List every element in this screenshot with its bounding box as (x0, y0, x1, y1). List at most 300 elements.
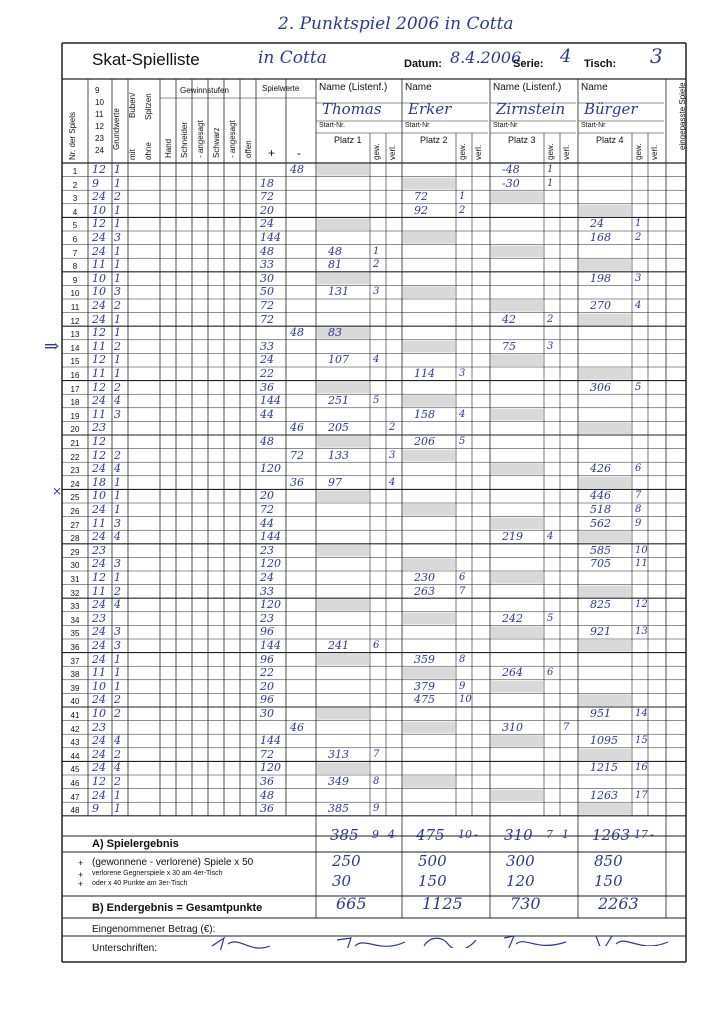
player-score: 446 (590, 489, 611, 503)
player-score: 168 (590, 231, 611, 244)
row-number: 6 (72, 235, 78, 244)
dealer-shade (579, 586, 631, 598)
player-score: 97 (328, 475, 342, 489)
player-score: 242 (502, 611, 523, 625)
grundwert-value: 24 (92, 244, 106, 258)
gew-count: 8 (373, 776, 380, 787)
spielwert-plus: 36 (260, 380, 274, 394)
grundwert-number: 9 (95, 86, 100, 95)
grundwert-value: 23 (92, 720, 106, 734)
gew-count: 6 (635, 463, 642, 475)
verl-count: 7 (563, 721, 570, 733)
dealer-shade (579, 694, 631, 706)
dealer-shade (491, 191, 543, 203)
row-number: 45 (70, 765, 80, 775)
buben-value: 3 (114, 516, 121, 530)
plus-sign-2: + (78, 870, 84, 880)
gew-count: 1 (373, 245, 380, 257)
row-number: 27 (70, 520, 80, 530)
spielwert-plus: 96 (260, 625, 274, 639)
grundwert-value: 10 (92, 489, 106, 503)
grundwert-value: 12 (92, 217, 106, 231)
player-score: 206 (414, 435, 435, 448)
row-number: 35 (70, 629, 80, 639)
row-number: 16 (70, 371, 80, 380)
row-number: 17 (70, 384, 80, 394)
player-score: 198 (590, 271, 611, 285)
buben-value: 1 (114, 326, 121, 340)
row-number: 41 (70, 711, 80, 720)
dealer-shade (491, 572, 543, 584)
player-score: 359 (414, 652, 435, 666)
buben-value: 2 (114, 584, 121, 598)
dealer-shade (579, 368, 631, 380)
signature-1 (210, 934, 280, 950)
spielergebnis-gew: 7 (546, 828, 553, 841)
grundwert-value: 24 (92, 761, 106, 775)
grundwert-value: 12 (92, 571, 106, 584)
gew-count: 2 (459, 204, 466, 216)
spielwert-plus: 96 (260, 693, 274, 707)
arrow-mark: ⇒ (44, 336, 60, 357)
player-score: 158 (414, 407, 435, 421)
unterschriften-label: Unterschriften: (92, 943, 158, 954)
spielwert-minus: 46 (290, 421, 304, 435)
spielwert-plus: 72 (260, 312, 274, 326)
spielwert-plus: 72 (260, 299, 274, 312)
nr-label: Nr. der Spiels (68, 111, 77, 160)
endergebnis-value: 665 (336, 894, 367, 913)
x50-value: 300 (506, 852, 535, 870)
spielwerte-label: Spielwerte (262, 84, 300, 93)
platz-label: Platz 4 (596, 135, 624, 145)
spielwert-minus: 36 (290, 475, 304, 489)
dealer-shade (491, 626, 543, 638)
player-score: 426 (590, 462, 611, 476)
grundwert-value: 10 (92, 707, 106, 720)
dealer-shade (579, 259, 631, 271)
row-number: 12 (70, 316, 80, 326)
dealer-shade (579, 803, 631, 815)
grundwerte-label: Grundwerte (112, 108, 121, 150)
dealer-shade (317, 599, 369, 611)
gew-count: 13 (635, 626, 648, 638)
spielwert-plus: 48 (260, 435, 274, 448)
gew-count: 7 (459, 585, 466, 597)
spielwert-plus: 120 (260, 761, 281, 775)
gew-count: 5 (635, 381, 642, 393)
line-x50: (gewonnene - verlorene) Spiele x 50 (92, 857, 254, 868)
dealer-shade (403, 232, 455, 244)
endergebnis-value: 2263 (598, 894, 639, 913)
spielergebnis-verl: 1 (562, 828, 569, 841)
gew-count: 3 (635, 272, 642, 284)
buben-value: 1 (114, 203, 121, 217)
spielergebnis-gew: 9 (372, 828, 379, 841)
row-number: 8 (72, 262, 78, 272)
player-score: 81 (328, 258, 342, 272)
line-x40: oder x 40 Punkte am 3er-Tisch (92, 880, 188, 887)
player-score: 24 (590, 217, 604, 231)
buben-value: 4 (114, 734, 121, 748)
dealer-shade (579, 205, 631, 217)
buben-value: 1 (114, 652, 121, 666)
player-score: 1095 (590, 734, 618, 748)
line-x30: verlorene Gegnerspiele x 30 am 4er-Tisch (92, 870, 223, 877)
dealer-shade (403, 613, 455, 625)
verl-count: 3 (389, 449, 396, 461)
spielwert-plus: 30 (260, 707, 274, 720)
grundwert-number: 23 (95, 134, 104, 143)
spielwert-plus: 96 (260, 652, 274, 666)
player-score: 48 (328, 244, 342, 258)
spielergebnis-verl: - (474, 828, 478, 841)
spielwert-plus: 144 (260, 530, 281, 544)
dealer-shade (579, 477, 631, 489)
grundwert-value: 23 (92, 543, 106, 557)
row-number: 4 (72, 207, 78, 217)
gew-label: gew. (634, 143, 643, 160)
row-number: 28 (70, 534, 80, 544)
gew-count: 3 (459, 368, 466, 379)
player-score: 1263 (590, 788, 618, 802)
player-score: 951 (590, 707, 611, 720)
grundwert-value: 12 (92, 448, 106, 462)
x30-value: 120 (506, 872, 535, 890)
player-score: 562 (590, 516, 611, 530)
grundwert-value: 24 (92, 299, 106, 312)
gew-count: 2 (547, 313, 554, 325)
dealer-shade (403, 776, 455, 788)
buben-value: 1 (114, 271, 121, 285)
platz-label: Platz 1 (334, 135, 362, 145)
dealer-shade (403, 341, 455, 353)
grundwert-value: 12 (92, 775, 106, 788)
gew-count: 17 (635, 789, 648, 801)
gew-count: 5 (373, 395, 380, 407)
spielwert-plus: 144 (260, 639, 281, 652)
row-number: 9 (72, 275, 78, 285)
dealer-shade (317, 164, 369, 176)
row-number: 34 (70, 615, 80, 625)
dealer-shade (491, 463, 543, 475)
spielergebnis-label: A) Spielergebnis (92, 838, 179, 850)
buben-value: 1 (114, 475, 121, 489)
gewinnstufe-label: - angesagt (228, 120, 237, 158)
grundwert-value: 12 (92, 326, 106, 340)
spielergebnis-score: 310 (504, 826, 533, 844)
buben-value: 1 (114, 788, 121, 802)
grundwert-value: 24 (92, 625, 106, 639)
spielwert-minus: 48 (290, 163, 304, 176)
grundwert-value: 11 (92, 584, 106, 598)
dealer-shade (491, 790, 543, 802)
player-score: 306 (590, 380, 611, 394)
dealer-shade (403, 667, 455, 679)
verl-count: 2 (389, 422, 396, 434)
spielwert-plus: 36 (260, 775, 274, 788)
signature-2 (335, 932, 410, 948)
startnr-label: Start-Nr (405, 122, 430, 129)
player-score: 349 (328, 775, 349, 788)
row-number: 24 (70, 479, 80, 489)
player-name: Bürger (584, 100, 638, 118)
grundwert-value: 23 (92, 421, 106, 435)
name-label: Name (Listenf.) (319, 82, 388, 93)
dealer-shade (317, 382, 369, 394)
grundwert-value: 24 (92, 312, 106, 326)
buben-value: 1 (114, 367, 121, 380)
player-score: 705 (590, 557, 611, 571)
gew-count: 5 (459, 436, 466, 447)
buben-value: 2 (114, 380, 121, 394)
platz-label: Platz 2 (420, 135, 448, 145)
dealer-shade (491, 246, 543, 258)
buben-value: 1 (114, 163, 121, 176)
spielwert-plus: 144 (260, 231, 281, 244)
dealer-shade (491, 300, 543, 312)
buben-value: 1 (114, 353, 121, 367)
player-score: 270 (590, 299, 611, 312)
location-value: in Cotta (258, 48, 327, 68)
grundwert-value: 24 (92, 190, 106, 204)
verl-label: verl. (388, 144, 397, 160)
dealer-shade (403, 178, 455, 190)
signature-3 (420, 932, 480, 948)
spielergebnis-verl: 4 (388, 828, 395, 841)
spielergebnis-score: 1263 (592, 826, 631, 844)
buben-value: 3 (114, 231, 121, 244)
buben-value: 1 (114, 571, 121, 584)
serie-value: 4 (560, 46, 572, 67)
row-number: 14 (70, 343, 80, 353)
player-score: 379 (414, 679, 435, 693)
grundwert-value: 10 (92, 271, 106, 285)
verl-label: verl. (474, 144, 483, 160)
endergebnis-value: 1125 (422, 894, 463, 913)
spielergebnis-score: 385 (330, 826, 359, 844)
buben-value: 4 (114, 530, 121, 544)
ohne-label: ohne (144, 142, 153, 160)
row-number: 42 (70, 724, 80, 734)
row-number: 5 (72, 221, 78, 231)
row-number: 39 (70, 683, 80, 693)
row-number: 20 (70, 425, 80, 435)
grundwert-value: 24 (92, 693, 106, 707)
player-score: 42 (502, 312, 516, 326)
gew-count: 3 (373, 286, 380, 298)
grundwert-value: 24 (92, 557, 106, 571)
gew-count: 9 (635, 517, 642, 529)
spielergebnis-gew: 17 (634, 828, 648, 841)
player-score: 219 (502, 530, 523, 544)
dealer-shade (317, 327, 369, 339)
player-score: 251 (328, 394, 349, 408)
gew-count: 1 (459, 191, 466, 203)
x50-value: 250 (332, 852, 361, 870)
dealer-shade (491, 681, 543, 693)
gew-count: 9 (373, 803, 380, 815)
buben-value: 2 (114, 747, 121, 761)
plus-header: + (268, 146, 276, 160)
gew-count: 5 (547, 612, 554, 624)
name-label: Name (Listenf.) (493, 82, 562, 93)
startnr-label: Start-Nr (581, 122, 606, 129)
eingepasste-label: eingepasste Spiele (678, 82, 687, 150)
buben-value: 1 (114, 312, 121, 326)
buben-value: 3 (114, 625, 121, 639)
gew-count: 7 (373, 748, 380, 760)
spielwert-plus: 22 (260, 666, 274, 680)
spielwert-plus: 24 (260, 353, 274, 367)
player-score: 241 (328, 639, 349, 652)
gew-count: 4 (547, 531, 554, 543)
gew-count: 6 (459, 572, 466, 583)
grundwert-value: 12 (92, 435, 106, 448)
row-number: 47 (70, 792, 80, 802)
spielwert-plus: 33 (260, 339, 274, 353)
dealer-shade (317, 436, 369, 448)
buben-value: 3 (114, 407, 121, 421)
buben-value: 2 (114, 190, 121, 204)
grundwert-value: 10 (92, 679, 106, 693)
row-number: 36 (70, 643, 80, 652)
endergebnis-value: 730 (510, 894, 541, 913)
player-score: 75 (502, 339, 516, 353)
signature-5 (592, 930, 672, 946)
buben-value: 4 (114, 394, 121, 408)
spielwert-plus: 18 (260, 176, 274, 190)
gew-count: 14 (635, 708, 648, 719)
buben-value: 4 (114, 761, 121, 775)
spielwert-plus: 33 (260, 584, 274, 598)
gew-count: 10 (459, 694, 472, 706)
gew-count: 1 (635, 218, 642, 230)
spielwert-plus: 33 (260, 258, 274, 272)
gew-count: 12 (635, 599, 648, 611)
buben-value: 2 (114, 707, 121, 720)
startnr-label: Start-Nr (493, 122, 518, 129)
row-number: 13 (70, 330, 80, 340)
player-score: 264 (502, 666, 523, 680)
player-score: 475 (414, 693, 435, 707)
player-score: 107 (328, 353, 349, 367)
row-number: 22 (70, 452, 80, 462)
player-score: 585 (590, 543, 611, 557)
buben-value: 3 (114, 557, 121, 571)
dealer-shade (317, 273, 369, 285)
buben-value: 2 (114, 448, 121, 462)
dealer-shade (403, 558, 455, 570)
spielwert-plus: 44 (260, 516, 274, 530)
row-number: 33 (70, 602, 80, 612)
row-number: 1 (72, 167, 78, 176)
player-score: 921 (590, 625, 611, 639)
gew-count: 4 (635, 300, 642, 311)
spielwert-minus: 72 (290, 448, 304, 462)
gew-label: gew. (546, 143, 555, 160)
row-number: 10 (70, 289, 80, 299)
spielwert-plus: 120 (260, 557, 281, 571)
dealer-shade (579, 314, 631, 326)
spielwert-plus: 24 (260, 217, 274, 231)
spielwert-plus: 144 (260, 734, 281, 748)
startnr-label: Start-Nr. (319, 122, 346, 129)
spielwert-plus: 36 (260, 802, 274, 816)
x50-value: 500 (418, 852, 447, 870)
player-score: 131 (328, 285, 349, 299)
buben-value: 1 (114, 489, 121, 503)
row-number: 3 (72, 194, 78, 204)
dealer-shade (403, 722, 455, 734)
dealer-shade (317, 708, 369, 720)
buben-value: 1 (114, 217, 121, 231)
spielwert-plus: 44 (260, 407, 274, 421)
grundwert-value: 11 (92, 666, 106, 680)
spielwert-plus: 22 (260, 367, 274, 380)
gew-label: gew. (372, 143, 381, 160)
gewinnstufe-label: Schwarz (212, 127, 221, 158)
player-score: 72 (414, 190, 428, 204)
player-score: -30 (502, 176, 520, 190)
verl-count: 4 (389, 476, 396, 488)
buben-value: 1 (114, 802, 121, 816)
spielergebnis-gew: 10 (458, 828, 472, 841)
grundwert-value: 12 (92, 353, 106, 367)
row-number: 37 (70, 656, 80, 666)
grundwert-value: 24 (92, 462, 106, 476)
spielwert-plus: 48 (260, 788, 274, 802)
buben-value: 2 (114, 693, 121, 707)
x50-value: 850 (594, 852, 623, 870)
grundwert-value: 18 (92, 475, 106, 489)
spielwert-plus: 20 (260, 489, 274, 503)
spielwert-plus: 20 (260, 679, 274, 693)
minus-header: - (297, 146, 301, 160)
row-number: 15 (70, 357, 80, 367)
grundwert-value: 11 (92, 407, 106, 421)
player-score: 92 (414, 203, 428, 217)
grundwert-value: 12 (92, 163, 106, 176)
grundwert-value: 10 (92, 203, 106, 217)
row-number: 18 (70, 398, 80, 408)
row-number: 19 (70, 411, 80, 421)
dealer-shade (491, 409, 543, 421)
platz-label: Platz 3 (508, 135, 536, 145)
row-number: 26 (70, 507, 80, 516)
gew-count: 4 (459, 408, 466, 420)
spielwert-plus: 72 (260, 503, 274, 516)
grundwert-value: 11 (92, 339, 106, 353)
dealer-shade (317, 545, 369, 557)
grundwert-value: 12 (92, 380, 106, 394)
dealer-shade (403, 395, 455, 407)
row-number: 48 (70, 806, 80, 816)
player-score: 518 (590, 503, 611, 516)
gew-count: 7 (635, 490, 642, 502)
gew-count: 2 (635, 232, 642, 243)
gew-count: 8 (459, 653, 466, 665)
grundwert-value: 11 (92, 367, 106, 380)
buben-label: Buben/ (128, 92, 137, 118)
betrag-label: Eingenommener Betrag (€): (92, 924, 216, 935)
form-title: Skat-Spielliste (92, 50, 200, 69)
player-score: 133 (328, 448, 349, 462)
serie-label: Serie: (513, 58, 544, 70)
player-name: Zirnstein (496, 100, 566, 118)
grundwert-value: 10 (92, 285, 106, 299)
mit-label: mit (128, 149, 137, 160)
